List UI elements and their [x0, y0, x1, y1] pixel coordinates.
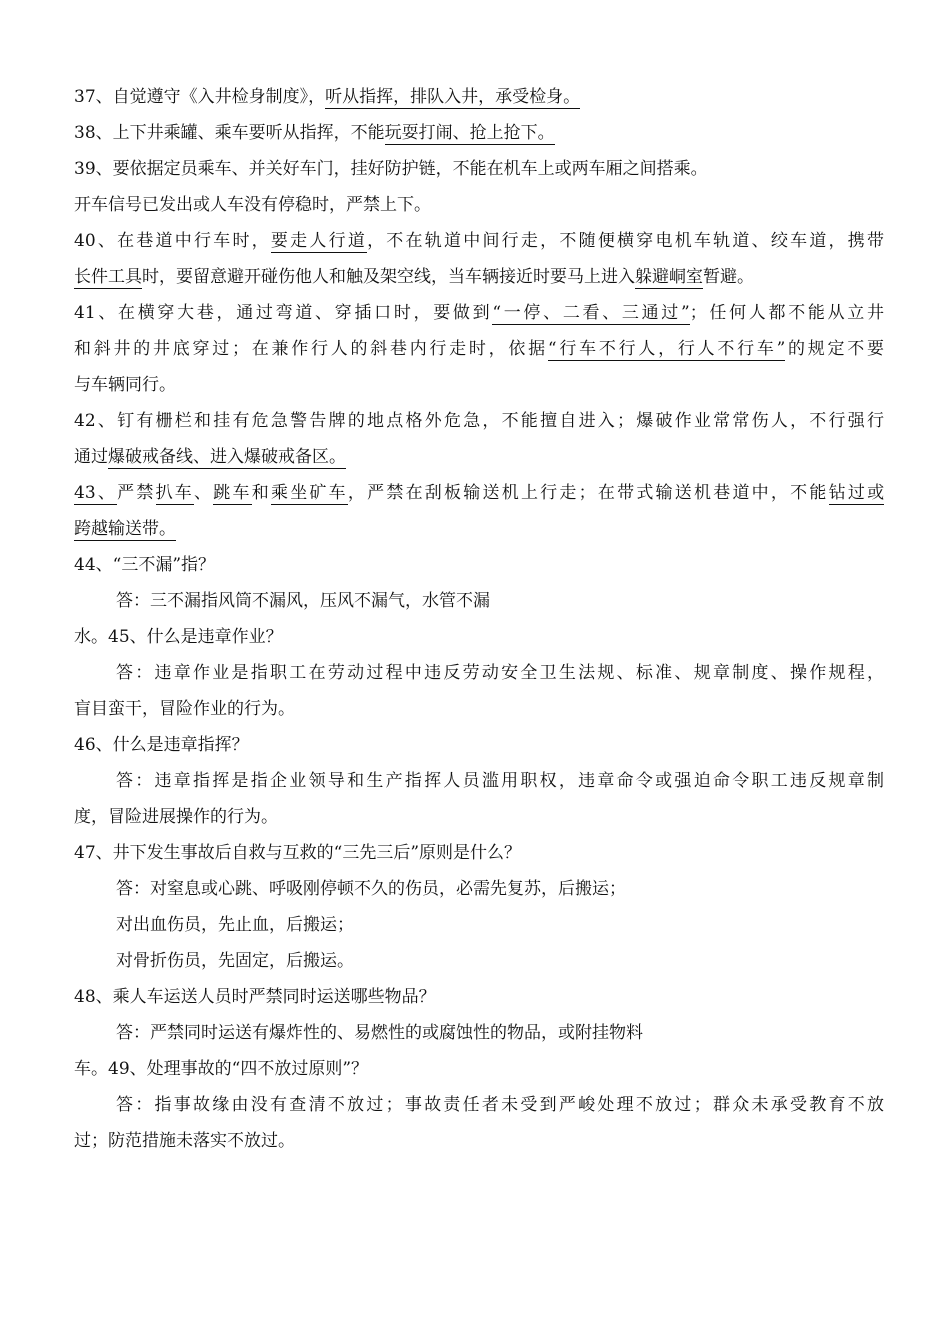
line-47-answer-3: 对骨折伤员，先固定，后搬运。	[116, 951, 354, 971]
line-41-cont: 和斜井的井底穿过；在兼作行人的斜巷内行走时，依据“行车不行人，行人不行车”的规定不要	[74, 339, 884, 359]
line-46-answer: 答：违章指挥是指企业领导和生产指挥人员滥用职权，违章命令或强迫命令职工违反规章制	[116, 771, 884, 791]
line-41: 41、在横穿大巷，通过弯道、穿插口时，要做到“一停、二看、三通过”；任何人都不能从立井	[74, 303, 884, 323]
line-44: 44、“三不漏”指？	[74, 555, 216, 575]
line-49-answer: 答：指事故缘由没有查清不放过；事故责任者未受到严峻处理不放过；群众未承受教育不放	[116, 1095, 884, 1115]
line-48-answer: 答：严禁同时运送有爆炸性的、易燃性的或腐蚀性的物品，或附挂物料	[116, 1023, 643, 1043]
line-47-answer-1: 答：对窒息或心跳、呼吸刚停顿不久的伤员，必需先复苏，后搬运；	[116, 879, 626, 899]
line-37: 37、自觉遵守《入井检身制度》，听从指挥，排队入井，承受检身。	[74, 87, 581, 107]
line-39-cont: 开车信号已发出或人车没有停稳时，严禁上下。	[74, 195, 431, 215]
line-40: 40、在巷道中行车时，要走人行道，不在轨道中间行走，不随便横穿电机车轨道、绞车道，携带	[74, 231, 885, 251]
line-49: 车。49、处理事故的“四不放过原则”？	[74, 1059, 369, 1079]
line-43-cont: 跨越输送带。	[74, 519, 176, 539]
line-46: 46、什么是违章指挥？	[74, 735, 249, 755]
line-42: 42、钉有栅栏和挂有危急警告牌的地点格外危急，不能擅自进入；爆破作业常常伤人，不行强行	[74, 411, 884, 431]
line-45-answer-cont: 盲目蛮干，冒险作业的行为。	[74, 699, 295, 719]
line-41-end: 与车辆同行。	[74, 375, 176, 395]
line-44-answer: 答：三不漏指风筒不漏风，压风不漏气，水管不漏	[116, 591, 490, 611]
line-42-cont: 通过爆破戒备线、进入爆破戒备区。	[74, 447, 346, 467]
line-45: 水。45、什么是违章作业？	[74, 627, 283, 647]
line-40-cont: 长件工具时，要留意避开碰伤他人和触及架空线，当车辆接近时要马上进入躲避峒室暂避。	[74, 267, 754, 287]
line-39: 39、要依据定员乘车、并关好车门，挂好防护链，不能在机车上或两车厢之间搭乘。	[74, 159, 708, 179]
line-49-answer-cont: 过；防范措施未落实不放过。	[74, 1131, 295, 1151]
line-48: 48、乘人车运送人员时严禁同时运送哪些物品？	[74, 987, 436, 1007]
line-47: 47、井下发生事故后自救与互救的“三先三后”原则是什么？	[74, 843, 522, 863]
line-46-answer-cont: 度，冒险进展操作的行为。	[74, 807, 278, 827]
line-38: 38、上下井乘罐、乘车要听从指挥，不能玩耍打闹、抢上抢下。	[74, 123, 555, 143]
line-43: 43、严禁扒车、跳车和乘坐矿车，严禁在刮板输送机上行走；在带式输送机巷道中，不能钻过或	[74, 483, 885, 503]
line-45-answer: 答：违章作业是指职工在劳动过程中违反劳动安全卫生法规、标准、规章制度、操作规程，	[116, 663, 884, 683]
line-47-answer-2: 对出血伤员，先止血，后搬运；	[116, 915, 354, 935]
